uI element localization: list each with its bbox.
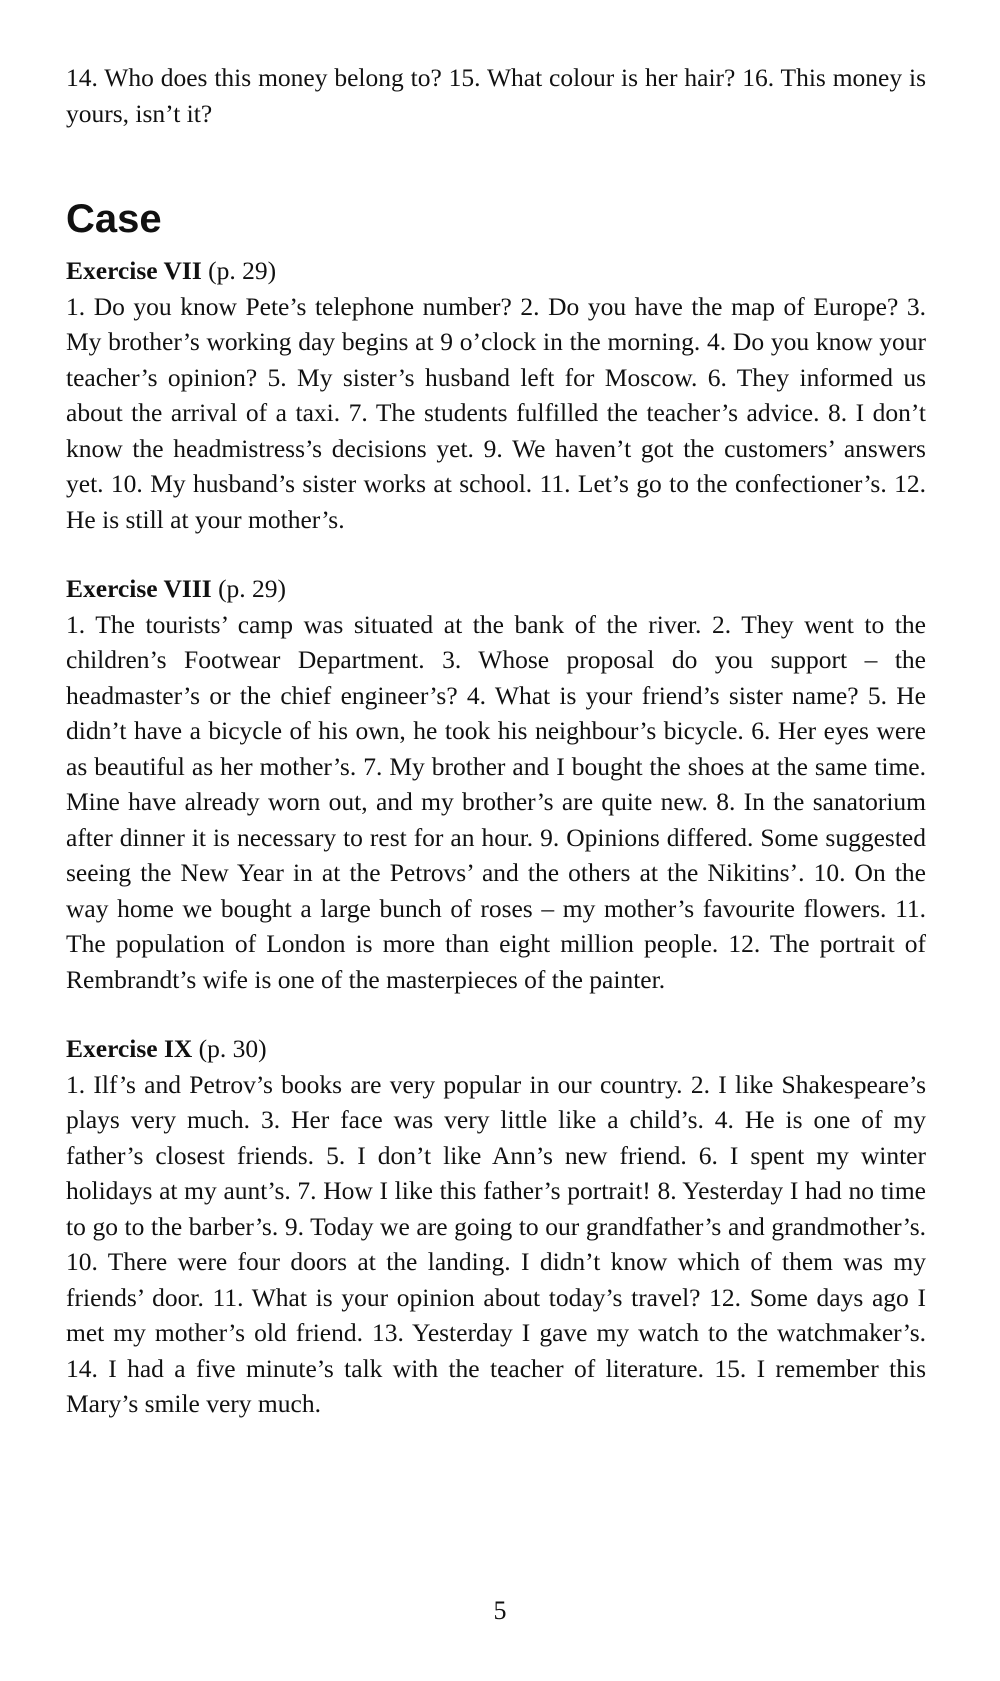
exercise-block [66, 1031, 926, 1422]
exercise-block [66, 253, 926, 537]
exercise-page-ref: (p. 29) [208, 256, 277, 285]
exercise-block [66, 571, 926, 997]
exercise-title: Exercise IX [66, 1034, 193, 1063]
exercise-title: Exercise VIII [66, 574, 212, 603]
exercise-heading [66, 253, 926, 289]
exercise-text: 1. Ilf’s and Petrov’s books are very popular in our country. 2. I like Shakespeare’s plays very much. 3. Her face was very little like a child’s. 4. He is one of my father’s closest friends. 5. I don’t like Ann’s new friend. 6. I spent my winter holidays at my aunt’s. 7. How I like this father’s portrait! 8. Yesterday I had no time to go to the barber’s. 9. Today we are going to our grandfather’s and grandmother’s. 10. There were four doors at the landing. I didn’t know which of them was my friends’ door. 11. What is your opinion about today’s travel? 12. Some days ago I met my mother’s old friend. 13. Yesterday I gave my watch to the watchmaker’s. 14. I had a five minute’s talk with the teacher of literature. 15. I remember this Mary’s smile very much. [66, 1069, 926, 1418]
exercise-heading [66, 1031, 926, 1067]
page-number: 5 [493, 1596, 507, 1625]
exercise-text: 1. Do you know Pete’s telephone number? 2. Do you have the map of Europe? 3. My brother’s working day begins at 9 o’clock in the morning. 4. Do you know your teacher’s opinion? 5. My sister’s husband left for Moscow. 6. They informed us about the arrival of a taxi. 7. The students fulfilled the teacher’s advice. 8. I don’t know the headmistress’s decisions yet. 9. We haven’t got the customers’ answers yet. 10. My husband’s sister works at school. 11. Let’s go to the confectioner’s. 12. He is still at your mother’s. [66, 291, 926, 534]
exercise-heading [66, 571, 926, 607]
exercise-page-ref: (p. 30) [198, 1034, 267, 1063]
intro-paragraph: 14. Who does this money belong to? 15. What colour is her hair? 16. This money is yours, isn’t it? [66, 63, 926, 128]
section-title: Case [66, 197, 162, 241]
exercise-page-ref: (p. 29) [218, 574, 287, 603]
exercise-title: Exercise VII [66, 256, 202, 285]
exercise-text: 1. The tourists’ camp was situated at the bank of the river. 2. They went to the children’s Footwear Department. 3. Whose proposal do you support – the headmaster’s or the chief engineer’s? 4. What is your friend’s sister name? 5. He didn’t have a bicycle of his own, he took his neighbour’s bicycle. 6. Her eyes were as beautiful as her mother’s. 7. My brother and I bought the shoes at the same time. Mine have already worn out, and my brother’s are quite new. 8. In the sanatorium after dinner it is necessary to rest for an hour. 9. Opinions differed. Some suggested seeing the New Year in at the Petrovs’ and the others at the Nikitins’. 10. On the way home we bought a large bunch of roses – my mother’s favourite flowers. 11. The population of London is more than eight million people. 12. The portrait of Rembrandt’s wife is one of the masterpieces of the painter. [66, 609, 926, 994]
page-content [66, 60, 926, 1456]
